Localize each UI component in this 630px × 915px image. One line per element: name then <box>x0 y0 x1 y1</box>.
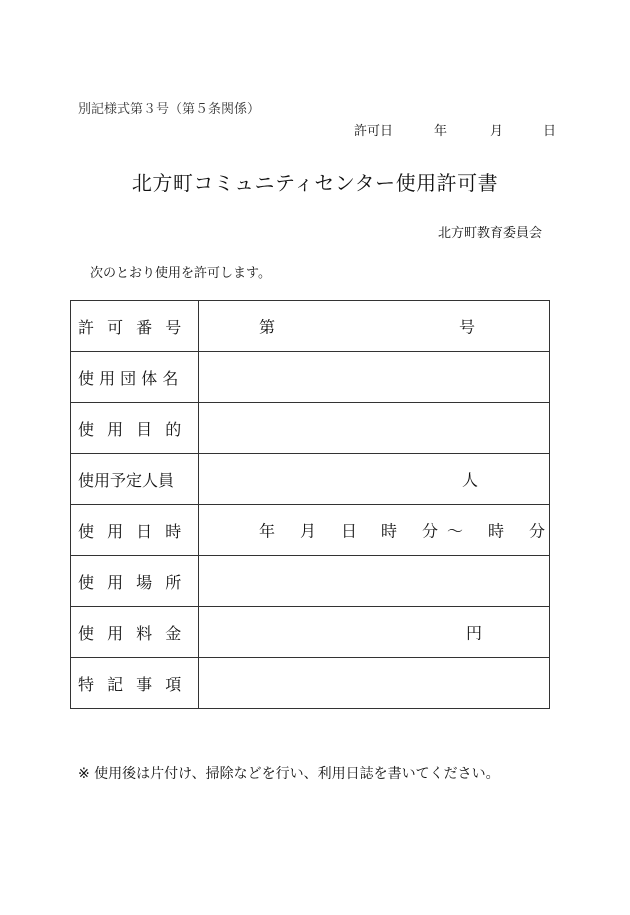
permit-date-line <box>0 120 630 138</box>
fee-field[interactable] <box>199 607 550 658</box>
remarks-label-cell <box>71 658 199 709</box>
fee-label-cell <box>71 607 199 658</box>
permit-date-label: 許可日 <box>354 124 394 139</box>
datetime-tilde: ～ <box>447 521 464 541</box>
datetime-day: 日 <box>341 521 358 541</box>
datetime-minute-end: 分 <box>529 521 546 541</box>
usage-note: ※ 使用後は片付け、掃除などを行い、利用日誌を書いてください。 <box>78 766 500 782</box>
group-name-field[interactable] <box>199 352 550 403</box>
permit-number-label: 許 可 番 号 <box>78 317 186 337</box>
remarks-label: 特 記 事 項 <box>78 674 186 694</box>
fee-label: 使 用 料 金 <box>78 623 186 643</box>
form-reference: 別記様式第３号（第５条関係） <box>78 102 261 117</box>
row-fee <box>71 607 550 658</box>
row-headcount <box>71 454 550 505</box>
issuer: 北方町教育委員会 <box>437 226 542 241</box>
row-remarks <box>71 658 550 709</box>
group-name-label: 使 用 団 体 名 <box>78 368 179 388</box>
headcount-label-cell <box>71 454 199 505</box>
row-place <box>71 556 550 607</box>
datetime-label: 使 用 日 時 <box>78 521 186 541</box>
datetime-hour: 時 <box>381 521 398 541</box>
purpose-field[interactable] <box>199 403 550 454</box>
datetime-hour-end: 時 <box>488 521 505 541</box>
permit-number-field[interactable] <box>199 301 550 352</box>
row-permit-number <box>71 301 550 352</box>
remarks-field[interactable] <box>199 658 550 709</box>
row-datetime <box>71 505 550 556</box>
headcount-label: 使用予定人員 <box>78 470 175 490</box>
purpose-label-cell <box>71 403 199 454</box>
intro-text: 次のとおり使用を許可します。 <box>90 266 271 281</box>
place-label-cell <box>71 556 199 607</box>
headcount-unit: 人 <box>462 470 479 490</box>
datetime-year: 年 <box>259 521 276 541</box>
permit-number-prefix: 第 <box>259 317 276 337</box>
row-group-name <box>71 352 550 403</box>
place-field[interactable] <box>199 556 550 607</box>
headcount-field[interactable] <box>199 454 550 505</box>
datetime-minute: 分 <box>422 521 439 541</box>
permit-date-month: 月 <box>490 124 504 139</box>
datetime-month: 月 <box>300 521 317 541</box>
document-title: 北方町コミュニティセンター使用許可書 <box>131 171 499 195</box>
permit-date-day: 日 <box>543 124 557 139</box>
place-label: 使 用 場 所 <box>78 572 186 592</box>
permit-number-label-cell <box>71 301 199 352</box>
purpose-label: 使 用 目 的 <box>78 419 186 439</box>
permit-date-year: 年 <box>434 124 448 139</box>
permit-table <box>70 300 550 709</box>
group-name-label-cell <box>71 352 199 403</box>
row-purpose <box>71 403 550 454</box>
datetime-field[interactable] <box>199 505 550 556</box>
fee-unit: 円 <box>466 623 483 643</box>
permit-number-suffix: 号 <box>459 317 476 337</box>
datetime-label-cell <box>71 505 199 556</box>
